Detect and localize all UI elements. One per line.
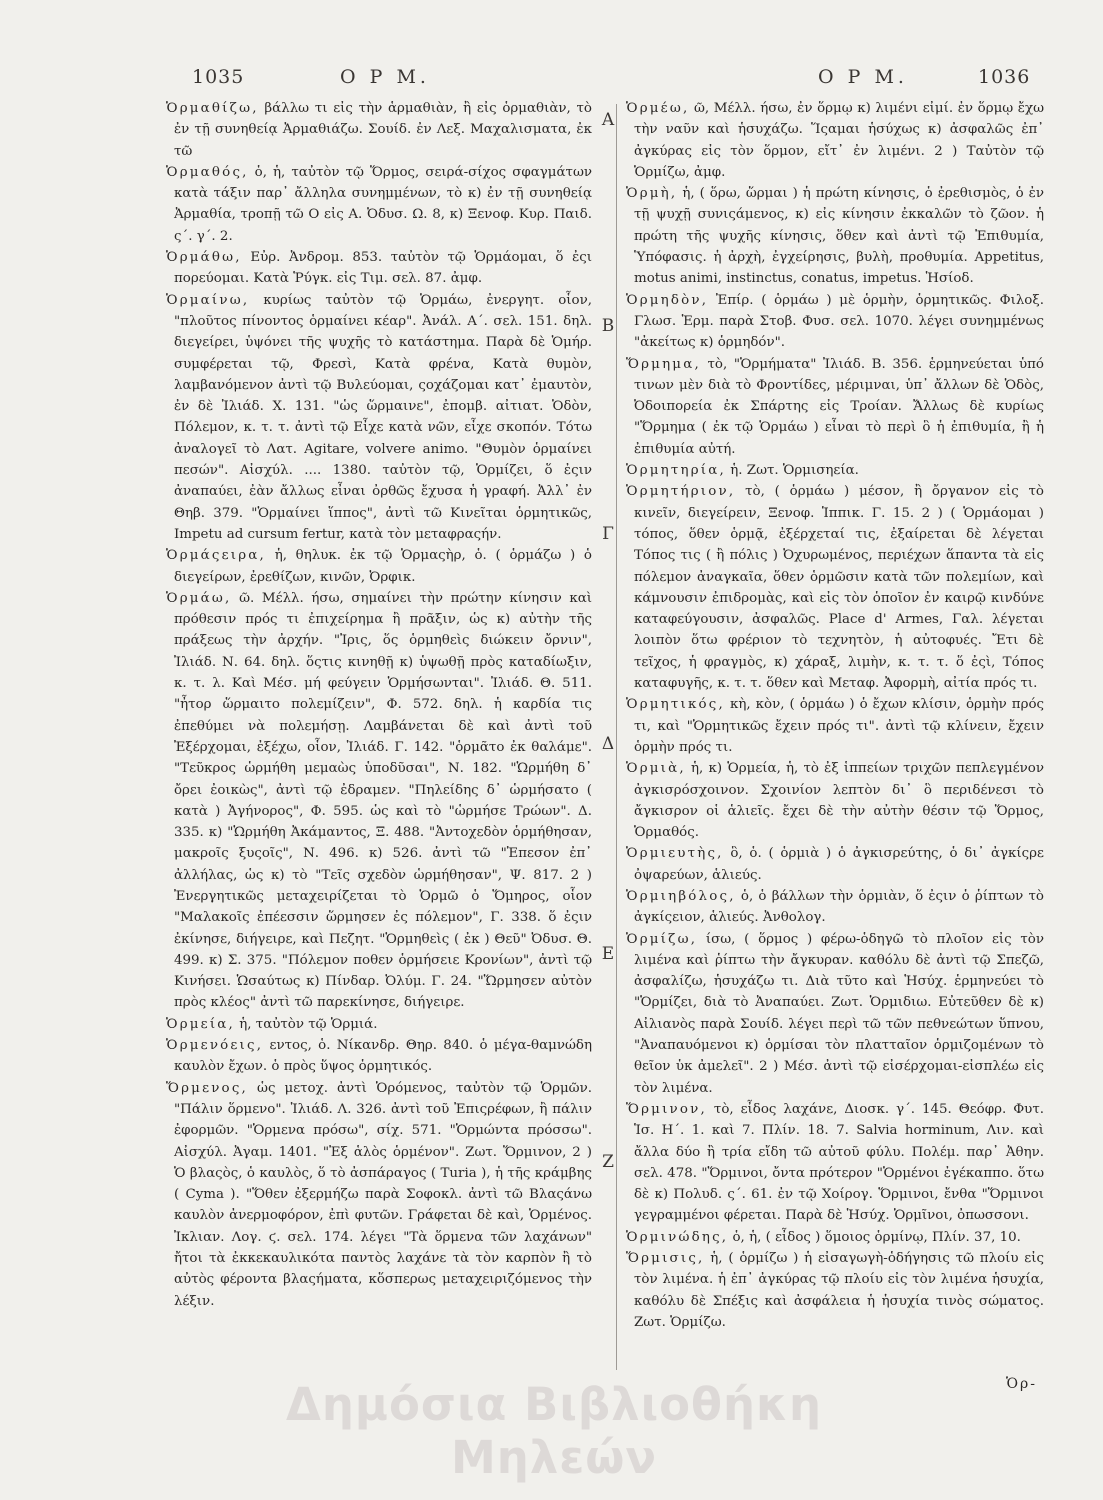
entry-definition: κυρίως ταὐτὸν τῷ Ὁρμάω, ἐνεργητ. οἷον, "πλοῦτος πίνοντος ὁρμαίνει κέαρ". Ἀνάλ. Α΄. σελ. 151. δηλ. διεγείρει, ὑψόνει τῆς ψυχῆς τὸ κατάστημα. Παρὰ δὲ Ὁμήρ. συμφέρεται τῷ, Φρεσὶ, Κατὰ φρένα, Κατὰ θυμὸν, λαμβανόμενον ἀντὶ τῷ Βυλεύομαι, ςοχάζομαι κατ᾽ ἐμαυτὸν, ἐν δὲ Ἰλιάδ. Χ. 131. "ὡς ὥρμαινε", ἐπομβ. αἰτιατ. Ὁδὸν, Πόλεμον, κ. τ. τ. ἀντὶ τῷ Εἶχε κατὰ νῶν, εἶχε σκοπόν. Τότω ἀναλογεῖ τὸ Λατ. Agitare, volvere animo. "Θυμὸν ὁρμαίνει πεσών". Αἰσχύλ. .... 1380. ταὐτὸν τῷ, Ὁρμίζει, ὅ ἐςιν ἀναπαύει, ἐὰν ἄλλως εἶναι ὀρθῶς ἔχυσα ἡ γραφή. Ἀλλ᾽ ἐν Θηβ. 379. "Ὁρμαίνει ἵππος", ἀντὶ τῶ Κινεῖται ὁρμητικῶς, Impetu ad cursum fertur, κατὰ τὸν μεταφραςήν. <box>174 292 592 542</box>
dictionary-entry <box>166 588 592 1014</box>
left-column <box>166 98 592 1383</box>
section-marker: Β <box>601 316 615 336</box>
entry-headword: Ὁρμητηρία, <box>626 463 726 479</box>
dictionary-entry <box>626 1227 1044 1248</box>
section-marker: Ζ <box>602 1152 614 1172</box>
dictionary-entry <box>166 545 592 588</box>
entry-definition: ὁ, ὁ βάλλων τὴν ὁρμιὰν, ὅ ἐςιν ὁ ῥίπτων τὸ ἀγκίςειον, ἁλιεύς. Ἀνθολογ. <box>634 888 1044 926</box>
dictionary-entry <box>166 247 592 290</box>
entry-headword: Ὁρμαίνω, <box>166 292 250 308</box>
entry-headword: Ὅρμινον, <box>626 1101 707 1117</box>
entry-definition: ἡ. Ζωτ. Ὁρμισηεία. <box>730 463 859 479</box>
entry-definition: τὸ, εἶδος λαχάνε, Διοσκ. γ΄. 145. Θεόφρ. Φυτ. Ἱσ. Η΄. 1. καὶ 7. Πλίν. 18. 7. Salvia horminum, Λιν. καὶ ἄλλα δύο ἢ τρία εἴδη τῶ αὐτοῦ φύλυ. Πολέμ. παρ᾽ Ἀθην. σελ. 478. "Ὅρμινοι, ὄντα πρότερον "Ὁρμένοι ἐγέκαππο. ὅτω δὲ κ) Πολυδ. ς΄. 61. ἐν τῷ Χοίρογ. Ὅρμινοι, ἔνθα "Ὅρμινοι γεγραμμένοι φέρεται. Παρὰ δὲ Ἡσύχ. Ὁρμῖνοι, ὀπωσσονι. <box>634 1101 1044 1224</box>
section-marker: Δ <box>601 734 615 754</box>
catchword: Ὁρ- <box>1006 1376 1037 1392</box>
entry-headword: Ὁρμάθω, <box>166 250 242 266</box>
dictionary-entry <box>166 1035 592 1078</box>
dictionary-entry <box>166 98 592 162</box>
entry-definition: ὃ, ὁ. ( ὁρμιὰ ) ὁ ἀγκισρεύτης, ὁ δι᾽ ἀγκίςρε ὀψαρεύων, ἁλιεύς. <box>634 846 1044 883</box>
entry-headword: Ὁρμητήριον, <box>626 484 736 500</box>
dictionary-entry <box>166 1014 592 1035</box>
entry-definition: ἡ, κ) Ὁρμεία, ἡ, τὸ ἐξ ἱππείων τριχῶν πεπλεγμένον ἀγκισρόσχοινον. Σχοινίον λεπτὸν δι᾽ ὃ περιδένεσι τὸ ἄγκισρον οἱ ἁλιεῖς. ἔχει δὲ τὴν αὐτὴν θέσιν τῷ Ὅρμος, Ὁρμαθός. <box>634 761 1044 841</box>
dictionary-entry <box>626 481 1044 694</box>
entry-headword: Ὁρμενόεις, <box>166 1038 264 1054</box>
entry-headword: Ὁρμέω, <box>626 101 690 116</box>
dictionary-entry <box>626 929 1044 1099</box>
dictionary-entry <box>626 460 1044 481</box>
dictionary-entry <box>626 354 1044 460</box>
dictionary-entry <box>626 98 1044 183</box>
entry-definition: κὴ, κὸν, ( ὁρμάω ) ὁ ἔχων κλίσιν, ὁρμὴν πρός τι, καὶ "Ὁρμητικῶς ἔχειν πρός τι". ἀντὶ τῷ κλίνειν, ἔχειν ὁρμὴν πρός τι. <box>634 697 1044 755</box>
dictionary-entry <box>626 886 1044 929</box>
entry-definition: ὁ, ἡ, ταὐτὸν τῷ Ὅρμος, σειρά-σίχος σφαγμάτων κατὰ τάξιν παρ᾽ ἄλληλα συνημμένων, τὸ κ) ἐν τῇ συνηθείᾳ Ἀρμαθία, τροπῇ τῶ Ο εἰς Α. Ὀδυσ. Ω. 8, κ) Ξενοφ. Κυρ. Παιδ. ς΄. γ΄. 2. <box>174 164 592 244</box>
entry-headword: Ὁρμαθός, <box>166 164 249 180</box>
entry-definition: Ἐπίρ. ( ὁρμάω ) μὲ ὁρμὴν, ὁρμητικῶς. Φιλοξ. Γλωσ. Ἑρμ. παρὰ Στοβ. Φυσ. σελ. 1070. λέγει συνημμένως "ἀκείτως κ) ὁρμηδόν". <box>634 292 1044 351</box>
dictionary-entry <box>626 183 1044 289</box>
entry-definition: ὡς μετοχ. ἀντὶ Ὁρόμενος, ταὐτὸν τῷ Ὁρμῶν. "Πάλιν ὅρμενο". Ἰλιάδ. Λ. 326. ἀντὶ τοῦ Ἐπιςρέφων, ἢ πάλιν ἐφορμῶν. "Ὁρμενα πρόσω", σίχ. 571. "Ὁρμώντα πρόσσω". Αἰσχύλ. Ἀγαμ. 1401. "Ἐξ ἁλὸς ὁρμένον". Ζωτ. Ὅρμινον, 2 ) Ὁ βλαςὸς, ὁ καυλὸς, ὅ τὸ ἀσπάραγος ( Turia ), ἡ τῆς κράμβης ( Cyma ). "Ὅθεν ἐξερμήζω παρὰ Σοφοκλ. ἀντὶ τῶ Βλαςάνω καυλὸν ἀνερμοφόρον, ἐπὶ φυτῶν. Γράφεται δὲ καὶ, Ὁρμένος. Ἰκλιαν. Λογ. ϛ. σελ. 174. λέγει "Τὰ ὅρμενα τῶν λαχάνων" ἤτοι τὰ ἐκκεκαυλικότα παντὸς λαχάνε τὰ τὸν καρπὸν ἢ τὸ αὐτὸς φέροντα βλαςήματα, κὅσπερως μεταχειριζόμενος τὴν λέξιν. <box>174 1080 592 1309</box>
entry-headword: Ὅρμισις, <box>626 1251 705 1267</box>
entry-definition: ὁ, ἡ, ( εἶδος ) ὅμοιος ὁρμίνῳ, Πλίν. 37, 10. <box>732 1229 1021 1245</box>
left-running-title: Ο Ρ Μ. <box>340 66 430 88</box>
entry-definition: Εὐρ. Ἀνδρομ. 853. ταὐτὸν τῷ Ὁρμάομαι, ὅ ἐςι πορεύομαι. Κατὰ Ῥύγκ. εἰς Τιμ. σελ. 87. ἀμφ. <box>174 250 592 287</box>
entry-definition: τὸ, "Ὁρμήματα" Ἰλιάδ. Β. 356. ἑρμηνεύεται ὑπό τινων μὲν διὰ τὸ Φροντίδες, μέριμναι, ὑπ᾽ ἄλλων δὲ Ὁδὸς, Ὀδοιπορεία ἐκ Σπάρτης εἰς Τροίαν. Ἄλλως δὲ κυρίως "Ὅρμημα ( ἐκ τῷ Ὁρμάω ) εἶναι τὸ περὶ ὃ ἡ ἐπιθυμία, ἢ ἡ ἐπιθυμία αὐτή. <box>634 356 1044 457</box>
entry-headword: Ὁρμινώδης, <box>626 1229 729 1245</box>
entry-definition: ῶ, Μέλλ. ήσω, ἐν ὅρμῳ κ) λιμένι εἰμί. ἐν ὅρμῳ ἔχω τὴν ναῦν καὶ ἡσυχάζω. Ἵςαμαι ἡσύχως κ) ἀσφαλῶς ἐπ᾽ ἀγκύρας εἰς τὸν ὅρμον, εἴτ᾽ ἐν λιμένι. 2 ) Ταὐτὸν τῷ Ὁρμίζω, ἀμφ. <box>634 101 1044 180</box>
entry-headword: Ὁρμιὰ, <box>626 761 686 777</box>
entry-headword: Ὁρμαθίζω, <box>166 101 259 116</box>
section-marker: Γ <box>602 524 614 544</box>
dictionary-entry <box>166 290 592 546</box>
dictionary-entry <box>626 1248 1044 1333</box>
entry-headword: Ὁρμεία, <box>166 1016 235 1032</box>
entry-headword: Ὁρμάω, <box>166 590 232 606</box>
entry-definition: ίσω, ( ὅρμος ) φέρω-ὁδηγῶ τὸ πλοῖον εἰς τὸν λιμένα καὶ ῥίπτω τὴν ἄγκυραν. καθόλυ δὲ ἀντὶ τῷ Σπεζῶ, ἀσφαλίζω, ἡσυχάζω τι. Διὰ τῦτο καὶ Ἡσύχ. ἑρμηνεύει τὸ "Ὁρμίζει, διὰ τὸ Ἀναπαύει. Ζωτ. Ὁρμιδιω. Εὐτεῦθεν δὲ κ) Αἰλιανὸς παρὰ Σουίδ. λέγει περὶ τῶ τῶν πεθνεώτων ὕπνου, "Ἀναπαυόμενοι κ) ὁρμίσαι τὸν πλατταῖον ὁρμιζομένων τὸ θεῖον ὑκ ἀμελεῖ". 2 ) Μέσ. ἀντὶ τῷ εἰσέρχομαι-εἰσπλέω εἰς τὸν λιμένα. <box>634 931 1044 1096</box>
section-marker: Α <box>601 110 615 130</box>
entry-definition: ἡ, ( ὁρμίζω ) ἡ εἰσαγωγὴ-ὁδήγησις τῶ πλοίυ εἰς τὸν λιμένα. ἡ ἐπ᾽ ἀγκύρας τῷ πλοίυ εἰς τὸν λιμένα ἡσυχία, καθόλυ δὲ Σπέξις καὶ ἀσφάλεια ἡ ἡσυχία τινὸς σώματος. Ζωτ. Ὁρμίζω. <box>634 1251 1044 1330</box>
dictionary-entry <box>626 843 1044 886</box>
dictionary-entry <box>166 162 592 247</box>
right-running-title: Ο Ρ Μ. <box>818 66 908 88</box>
dictionary-entry <box>626 1099 1044 1227</box>
library-watermark: Δημόσια Βιβλιοθήκη Μηλεών <box>286 1378 822 1484</box>
entry-headword: Ὅρμημα, <box>626 356 701 372</box>
entry-headword: Ὁρμάςειρα, <box>166 548 266 564</box>
entry-definition: ἡ, θηλυκ. ἐκ τῷ Ὁρμαςὴρ, ὁ. ( ὁρμάζω ) ὁ διεγείρων, ἐρεθίζων, κινῶν, Ὀρφικ. <box>174 548 592 585</box>
entry-headword: Ὅρμενος, <box>166 1080 248 1096</box>
dictionary-entry <box>626 758 1044 843</box>
right-column-number: 1036 <box>978 66 1031 88</box>
left-column-number: 1035 <box>192 66 245 88</box>
entry-definition: βάλλω τι εἰς τὴν ἁρμαθιὰν, ἢ εἰς ὁρμαθιὰν, τὸ ἐν τῇ συνηθείᾳ Ἀρμαθιάζω. Σουίδ. ἐν Λεξ. Μαχαλισματα, ἐκ τῶ <box>174 101 592 159</box>
column-divider <box>616 104 617 1370</box>
entry-headword: Ὁρμιηβόλος, <box>626 888 736 904</box>
entry-definition: ἡ, ( ὅρω, ὥρμαι ) ἡ πρώτη κίνησις, ὁ ἐρεθισμὸς, ὁ ἐν τῇ ψυχῇ συνιςάμενος, κ) εἰς κίνησιν ἐκκαλῶν τὸ ζῶον. ἡ πρώτη τῆς ψυχῆς κίνησις, ὅθεν καὶ ἀντὶ τῷ Ἐπιθυμία, Ὑπόφασις. ἡ ἀρχὴ, ἐγχείρησις, βυλὴ, προθυμία. Appetitus, motus animi, instinctus, conatus, impetus. Ἡσίοδ. <box>634 186 1044 287</box>
right-column <box>626 98 1044 1383</box>
entry-definition: ἡ, ταὐτὸν τῷ Ὁρμιά. <box>239 1016 378 1032</box>
entry-headword: Ὁρμηδὸν, <box>626 292 709 308</box>
entry-headword: Ὁρμὴ, <box>626 186 678 202</box>
section-marker: Ε <box>601 944 615 964</box>
dictionary-entry <box>166 1078 592 1312</box>
entry-definition: τὸ, ( ὁρμάω ) μέσον, ἢ ὄργανον εἰς τὸ κινεῖν, διεγείρειν, Ξενοφ. Ἱππικ. Γ. 15. 2 ) ( Ὁρμάομαι ) τόπος, ὅθεν ὁρμᾷ, ἐξέρχεταί τις, ἐξαίρεται δὲ λέγεται Τόπος τις ( ἢ πόλις ) Ὀχυρωμένος, περιέχων ἅπαντα τὰ εἰς πόλεμον ἀναγκαῖα, ὅθεν ὁρμῶσιν κατὰ τῶν πολεμίων, καὶ κάμνουσιν ἐπιδρομὰς, καὶ εἰς τὸν ὁποῖον ἐν καιρῷ κινδύνε καταφεύγουσιν, ἀσφαλῶς. Place d' Armes, Γαλ. λέγεται λοιπὸν ὅτω φρέριον τὸ τεχνητὸν, ἡ αὐτοφυές. Ἔτι δὲ τεῖχος, ἡ φραγμὸς, κ) χάραξ, λιμὴν, κ. τ. τ. ὅ ἐςὶ, Τόπος καταφυγῆς, κ. τ. τ. ὅθεν καὶ Μεταφ. Ἀφορμὴ, αἰτία πρός τι. <box>634 484 1044 692</box>
entry-headword: Ὁρμίζω, <box>626 931 698 947</box>
entry-headword: Ὁρμητικός, <box>626 697 725 713</box>
entry-definition: ῶ. Μέλλ. ήσω, σημαίνει τὴν πρώτην κίνησιν καὶ πρόθεσιν πρός τι ἐπιχείρημα ἢ πρᾶξιν, ὡς κ) αὐτὴν τῆς πράξεως τὴν ἀρχήν. "Ἰρις, ὅς ὁρμηθεὶς διώκειν ὄρνιν", Ἰλιάδ. Ν. 64. δηλ. ὅςτις κινηθῇ κ) ὑψωθῇ πρὸς καταδίωξιν, κ. τ. λ. Καὶ Μέσ. μή φεύγειν Ὁρμήσωνται". Ἰλιάδ. Θ. 511. "ἦτορ ὥρμαιτο πολεμίζειν", Φ. 572. δηλ. ἡ καρδία τις ἐπεθύμει νὰ πολεμήσῃ. Λαμβάνεται δὲ καὶ ἀντὶ τοῦ Ἐξέρχομαι, ἐξέχω, οἷον, Ἰλιάδ. Γ. 142. "ὁρμᾶτο ἐκ θαλάμε". "Τεῦκρος ὡρμήθη μεμαὼς ὑποδῦσαι", Ν. 182. "Ὡρμήθη δ᾽ ὄρει ἐοικὼς", ἀντὶ τῷ ἐδραμεν. "Πηλείδης δ᾽ ὡρμήσατο ( κατὰ ) Ἀγήνορος", Φ. 595. ὡς καὶ τὸ "ὡρμήσε Τρώων". Δ. 335. κ) "Ὡρμήθη Ἀκάμαντος, Ξ. 488. "Ἀντοχεδὸν ὁρμήθησαν, μακροῖς ξυςοῖς", Ν. 496. κ) 526. ἀντὶ τῶ "Ἐπεσον ἐπ᾽ ἀλλήλας, ὡς κ) τὸ "Τεῖς σχεδὸν ὡρμήθησαν", Ψ. 817. 2 ) Ἐνεργητικῶς μεταχειρίζεται τὸ Ὁρμῶ ὁ Ὅμηρος, οἷον "Μαλακοῖς ἐπέεσσιν ὥρμησεν ἐς πόλεμον", Γ. 338. ὅ ἐςιν ἐκίνησε, διήγειρε, καὶ Πεζητ. "Ὁρμηθεὶς ( ἐκ ) Θεῦ" Ὀδυσ. Θ. 499. κ) Σ. 375. "Πόλεμον ποθεν ὁρμήσειε Κρονίων", ἀντὶ τῷ Κινήσει. Ὡσαύτως κ) Πίνδαρ. Ὀλύμ. Γ. 24. "Ὥρμησεν αὐτὸν πρὸς κλέος" ἀντὶ τῶ παρεκίνησε, διήγειρε. <box>174 590 592 1011</box>
dictionary-entry <box>626 694 1044 758</box>
dictionary-entry <box>626 290 1044 354</box>
entry-headword: Ὁρμιευτὴς, <box>626 846 724 862</box>
entry-definition: εντος, ὁ. Νίκανδρ. Θηρ. 840. ὁ μέγα-θαμνώδη καυλὸν ἔχων. ὁ πρὸς ὕψος ὁρμητικός. <box>174 1038 592 1075</box>
